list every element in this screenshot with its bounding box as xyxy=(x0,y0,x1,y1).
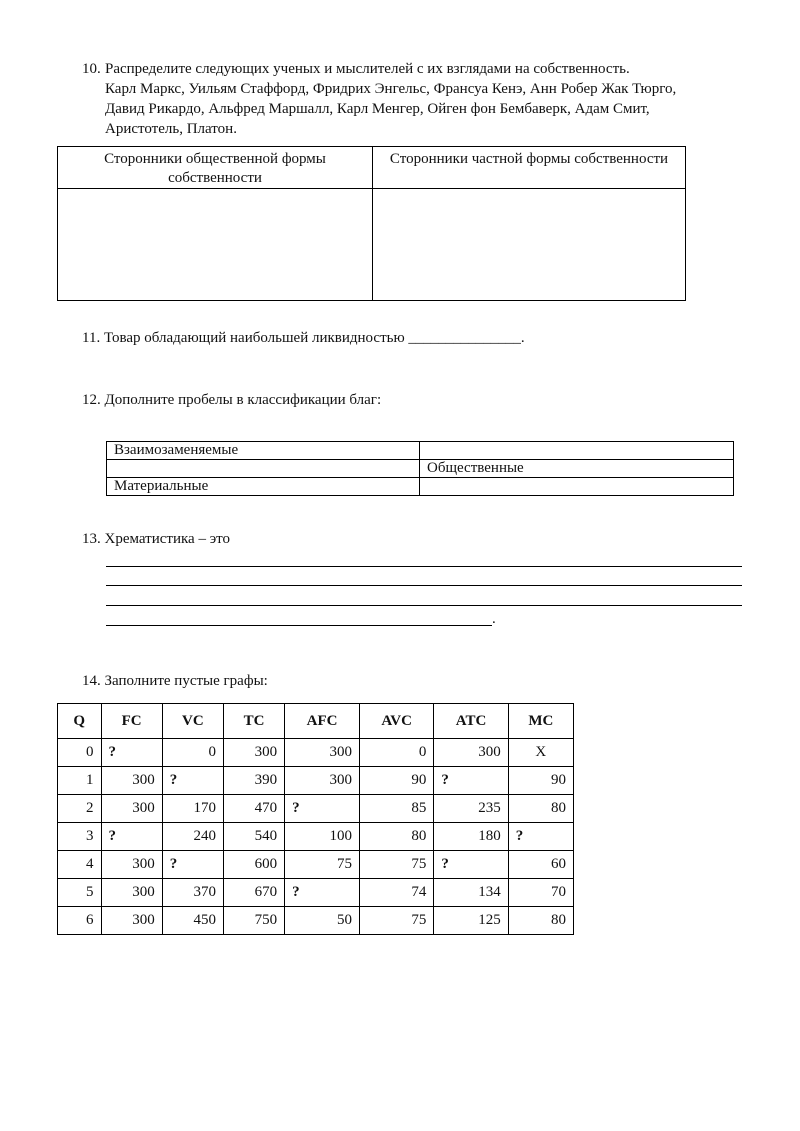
question-10 xyxy=(82,59,762,139)
cost-table xyxy=(57,703,574,935)
goods-cell: Взаимозаменяемые xyxy=(107,442,420,460)
answer-line[interactable] xyxy=(106,605,742,606)
cost-cell: 0 xyxy=(162,739,223,767)
question-10-list-line-1: Карл Маркс, Уильям Стаффорд, Фридрих Энгельс, Франсуа Кенэ, Анн Робер Жак Тюрго, xyxy=(105,81,677,97)
cost-cell: 90 xyxy=(359,767,433,795)
cost-cell: 180 xyxy=(434,823,508,851)
cost-cell: 134 xyxy=(434,879,508,907)
missing-value-cell[interactable]: ? xyxy=(508,823,573,851)
col-header: ATC xyxy=(434,704,508,739)
table-header-row xyxy=(58,704,574,739)
cost-cell: 75 xyxy=(285,851,360,879)
goods-cell[interactable] xyxy=(420,442,734,460)
table-row xyxy=(58,767,574,795)
col-header: Q xyxy=(58,704,102,739)
cost-cell: 80 xyxy=(508,907,573,935)
goods-cell: Материальные xyxy=(107,478,420,496)
private-property-header: Сторонники частной формы собственности xyxy=(373,147,686,189)
cost-cell: 300 xyxy=(101,767,162,795)
cost-cell: 300 xyxy=(101,795,162,823)
public-property-answer-cell[interactable] xyxy=(58,189,373,301)
question-10-number: 10. xyxy=(82,61,101,77)
col-header: AVC xyxy=(359,704,433,739)
table-row xyxy=(107,460,734,478)
table-row xyxy=(58,795,574,823)
col-header: FC xyxy=(101,704,162,739)
cost-cell: 0 xyxy=(359,739,433,767)
cost-cell: 6 xyxy=(58,907,102,935)
cost-cell: 4 xyxy=(58,851,102,879)
cost-cell: 470 xyxy=(223,795,284,823)
cost-cell: 300 xyxy=(101,851,162,879)
col-header: AFC xyxy=(285,704,360,739)
col-header: MC xyxy=(508,704,573,739)
cost-cell: 240 xyxy=(162,823,223,851)
missing-value-cell[interactable]: ? xyxy=(434,851,508,879)
private-property-answer-cell[interactable] xyxy=(373,189,686,301)
cost-cell: Х xyxy=(508,739,573,767)
cost-cell: 600 xyxy=(223,851,284,879)
missing-value-cell[interactable]: ? xyxy=(285,879,360,907)
table-row xyxy=(58,739,574,767)
question-13: 13. Хрематистика – это xyxy=(82,531,230,547)
cost-cell: 235 xyxy=(434,795,508,823)
cost-cell: 750 xyxy=(223,907,284,935)
missing-value-cell[interactable]: ? xyxy=(162,851,223,879)
cost-cell: 300 xyxy=(285,739,360,767)
cost-cell: 2 xyxy=(58,795,102,823)
table-row xyxy=(58,907,574,935)
goods-cell[interactable] xyxy=(107,460,420,478)
missing-value-cell[interactable]: ? xyxy=(162,767,223,795)
answer-line[interactable] xyxy=(106,625,492,626)
table-row xyxy=(58,823,574,851)
cost-cell: 75 xyxy=(359,851,433,879)
cost-cell: 5 xyxy=(58,879,102,907)
cost-cell: 300 xyxy=(434,739,508,767)
goods-classification-table xyxy=(106,441,734,496)
cost-cell: 60 xyxy=(508,851,573,879)
cost-cell: 125 xyxy=(434,907,508,935)
missing-value-cell[interactable]: ? xyxy=(285,795,360,823)
cost-cell: 3 xyxy=(58,823,102,851)
cost-cell: 670 xyxy=(223,879,284,907)
question-11: 11. Товар обладающий наибольшей ликвидностью _______________. xyxy=(82,330,525,346)
cost-cell: 75 xyxy=(359,907,433,935)
missing-value-cell[interactable]: ? xyxy=(434,767,508,795)
question-14: 14. Заполните пустые графы: xyxy=(82,673,268,689)
cost-cell: 390 xyxy=(223,767,284,795)
missing-value-cell[interactable]: ? xyxy=(101,823,162,851)
cost-cell: 90 xyxy=(508,767,573,795)
cost-cell: 300 xyxy=(101,879,162,907)
missing-value-cell[interactable]: ? xyxy=(101,739,162,767)
cost-cell: 74 xyxy=(359,879,433,907)
cost-cell: 80 xyxy=(508,795,573,823)
answer-end-period: . xyxy=(492,611,496,627)
cost-cell: 450 xyxy=(162,907,223,935)
table-row xyxy=(58,879,574,907)
cost-cell: 300 xyxy=(101,907,162,935)
cost-cell: 80 xyxy=(359,823,433,851)
cost-cell: 0 xyxy=(58,739,102,767)
answer-line[interactable] xyxy=(106,566,742,567)
public-property-header: Сторонники общественной формы собственности xyxy=(58,147,373,189)
col-header: TC xyxy=(223,704,284,739)
cost-cell: 50 xyxy=(285,907,360,935)
table-row xyxy=(107,478,734,496)
question-10-list-line-3: Аристотель, Платон. xyxy=(105,121,237,137)
question-10-text: Распределите следующих ученых и мыслителей с их взглядами на собственность. xyxy=(105,61,630,77)
question-10-list-line-2: Давид Рикардо, Альфред Маршалл, Карл Менгер, Ойген фон Бембаверк, Адам Смит, xyxy=(105,101,650,117)
question-12: 12. Дополните пробелы в классификации благ: xyxy=(82,392,382,408)
cost-cell: 100 xyxy=(285,823,360,851)
col-header: VC xyxy=(162,704,223,739)
cost-cell: 370 xyxy=(162,879,223,907)
cost-cell: 85 xyxy=(359,795,433,823)
property-views-table xyxy=(57,146,686,301)
table-row xyxy=(58,851,574,879)
goods-cell: Общественные xyxy=(420,460,734,478)
cost-cell: 70 xyxy=(508,879,573,907)
cost-cell: 540 xyxy=(223,823,284,851)
cost-cell: 170 xyxy=(162,795,223,823)
cost-cell: 1 xyxy=(58,767,102,795)
cost-cell: 300 xyxy=(285,767,360,795)
cost-cell: 300 xyxy=(223,739,284,767)
answer-line[interactable] xyxy=(106,585,742,586)
goods-cell[interactable] xyxy=(420,478,734,496)
table-row xyxy=(107,442,734,460)
